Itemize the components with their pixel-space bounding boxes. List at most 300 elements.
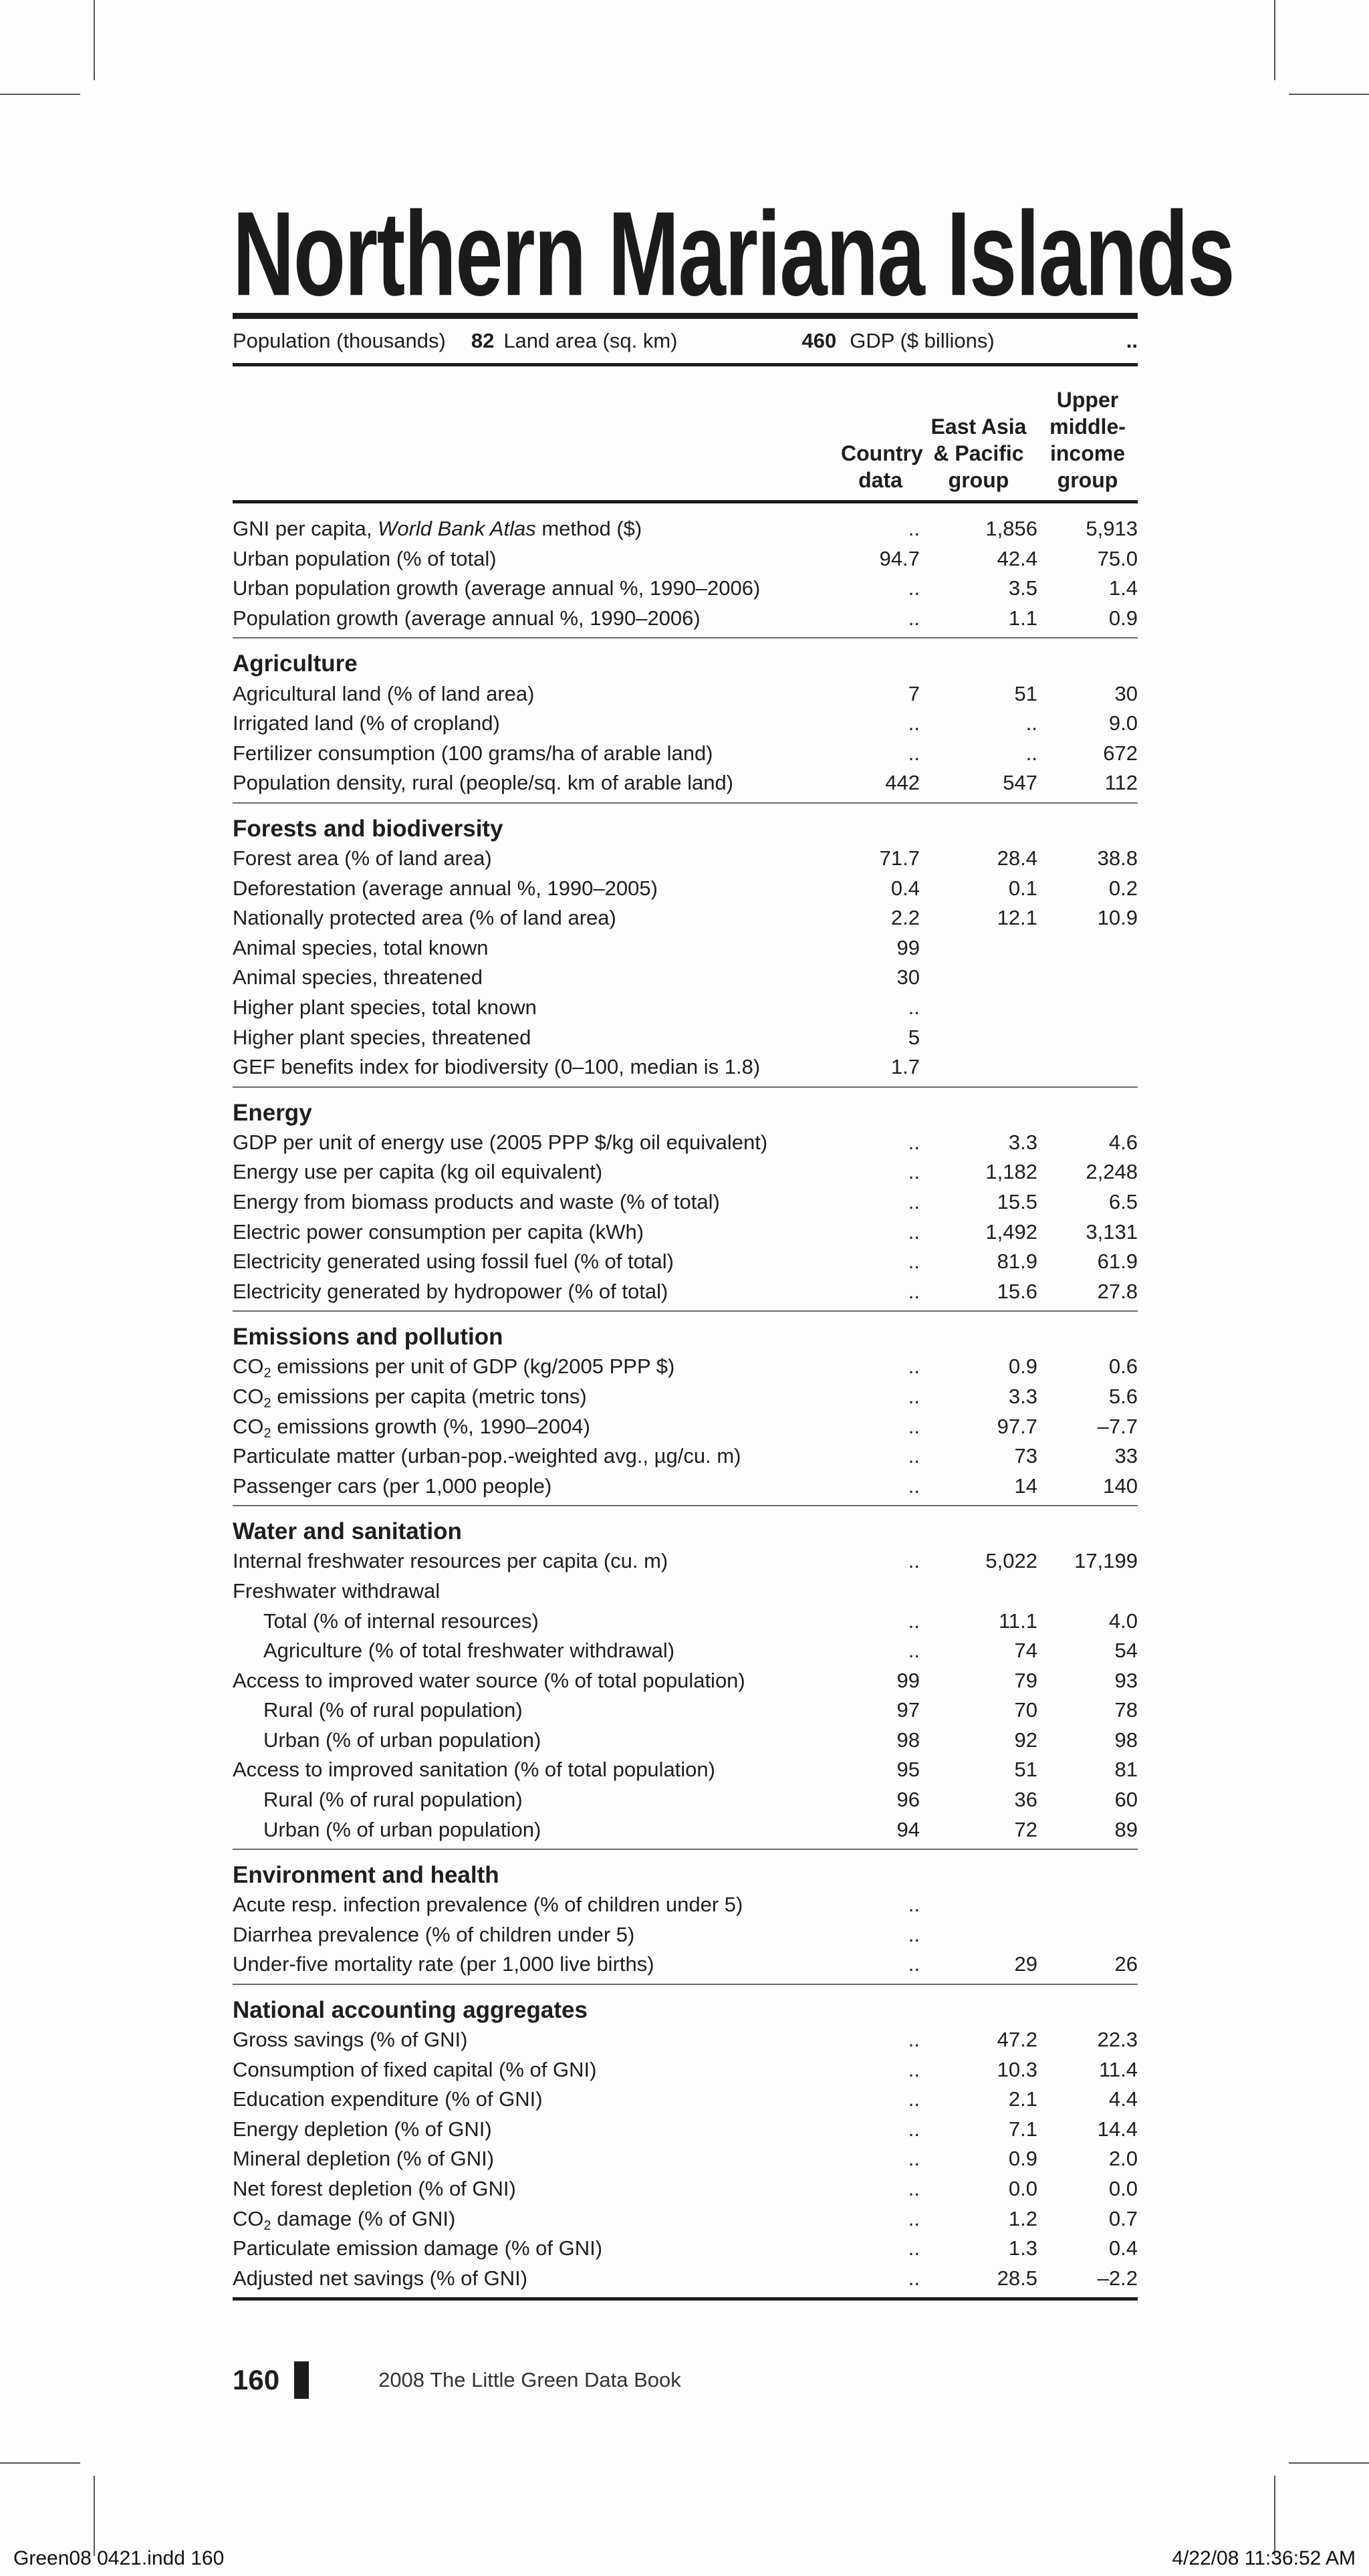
cell-upper-middle: 38.8 [1097,846,1138,870]
table-section [233,503,1138,637]
table-row [233,2055,1138,2085]
crop-mark [1289,2462,1369,2464]
row-label [233,1444,841,1468]
table-row [233,903,1138,933]
row-label-text: Electricity generated using fossil fuel (% of total) [233,1250,674,1274]
table-row [233,1471,1138,1501]
table-row [233,1920,1138,1950]
crop-mark [94,0,95,80]
cell-country: .. [908,741,920,765]
table-row [233,2234,1138,2264]
cell-country: .. [908,1474,920,1498]
row-label-text: Adjusted net savings (% of GNI) [233,2266,528,2290]
crop-mark [1274,2476,1275,2556]
table-row [233,1606,1138,1636]
table-row [233,2264,1138,2294]
cell-country: .. [908,2266,920,2290]
row-label-text: Rural (% of rural population) [263,1698,523,1722]
cell-country: .. [908,2236,920,2260]
population-value: 82 [471,329,495,352]
cell-country: .. [908,1130,920,1154]
cell-east-asia: 7.1 [1008,2117,1037,2141]
row-label-text: Animal species, total known [233,935,489,959]
cell-east-asia: 2.1 [1008,2087,1037,2111]
table-row [233,1217,1138,1247]
row-label-text: Energy from biomass products and waste (% of total) [233,1189,720,1213]
cell-country: .. [908,1250,920,1274]
table-row [233,514,1138,544]
cell-east-asia: 42.4 [997,546,1037,570]
table-row [233,1665,1138,1695]
table-section [233,1506,1138,1849]
cell-country: .. [908,2177,920,2201]
row-label [233,2058,841,2082]
cell-east-asia: 36 [1014,1788,1037,1812]
cell-east-asia: 29 [1014,1952,1037,1976]
section-title: Emissions and pollution [233,1324,503,1351]
cell-upper-middle: 112 [1104,771,1138,795]
table-row [233,1576,1138,1607]
row-label [233,1415,841,1439]
footer-bar [294,2361,309,2399]
table-row [233,544,1138,574]
column-header-line: group [1057,468,1118,492]
row-label [233,1385,841,1409]
table-row [233,993,1138,1023]
row-label-subscript: 2 [263,1425,271,1441]
gdp-value: .. [1126,329,1138,352]
cell-east-asia: 12.1 [997,906,1037,930]
row-label [233,1609,841,1633]
row-label-text: Irrigated land (% of cropland) [233,711,500,735]
row-label [233,936,841,960]
indicator-table [233,503,1138,2301]
row-label [233,771,841,795]
cell-country: .. [908,1189,920,1213]
row-label-subscript: 2 [263,2218,271,2233]
cell-east-asia: 70 [1014,1698,1037,1722]
row-label [233,1818,841,1842]
cell-country: .. [908,1639,920,1663]
section-title: Water and sanitation [233,1518,462,1545]
row-label [233,1055,841,1079]
table-row [233,2204,1138,2234]
cell-upper-middle: 26 [1114,1952,1138,1976]
cell-country: .. [908,1922,920,1946]
row-label [233,2177,841,2201]
table-row [233,2085,1138,2115]
row-label-text: emissions per capita (metric tons) [271,1384,587,1408]
cell-country: 95 [896,1758,920,1782]
cell-east-asia: .. [1025,711,1037,735]
cell-upper-middle: 89 [1114,1817,1138,1841]
row-label-prefix: CO [233,2206,264,2230]
row-label [233,1728,841,1752]
row-label-text: Mineral depletion (% of GNI) [233,2147,495,2171]
table-row [233,2025,1138,2055]
row-label-text: Net forest depletion (% of GNI) [233,2177,516,2201]
row-label-text: Under-five mortality rate (per 1,000 live births) [233,1952,654,1976]
table-row [233,1890,1138,1920]
row-label [233,1131,841,1155]
cell-east-asia: 15.6 [997,1279,1037,1303]
cell-country: .. [908,996,920,1020]
cell-east-asia: 72 [1014,1817,1037,1841]
cell-upper-middle: 4.4 [1108,2087,1138,2111]
row-label-text: Fertilizer consumption (100 grams/ha of arable land) [233,741,713,765]
row-label-text: Freshwater withdrawal [233,1578,441,1603]
table-row [233,963,1138,993]
cell-east-asia: 1,856 [985,517,1037,541]
cell-east-asia: 74 [1014,1639,1037,1663]
cell-country: .. [908,1384,920,1408]
cell-country: .. [908,2147,920,2171]
row-label-text: Population growth (average annual %, 1990–2006) [233,606,701,630]
row-label-text: Gross savings (% of GNI) [233,2028,468,2052]
section-title: Agriculture [233,651,358,677]
cell-upper-middle: 33 [1114,1444,1138,1468]
row-label-text: Energy use per capita (kg oil equivalent) [233,1160,603,1184]
table-row [233,1441,1138,1472]
crop-mark [1274,0,1275,80]
row-label [233,996,841,1020]
cell-east-asia: 73 [1014,1444,1037,1468]
page-number: 160 [233,2364,280,2395]
cell-upper-middle: 11.4 [1098,2057,1138,2081]
row-label [233,576,841,600]
row-label [233,2147,841,2171]
cell-country: .. [908,517,920,541]
cell-country: .. [908,711,920,735]
table-row [233,768,1138,798]
cell-upper-middle: 17,199 [1074,1549,1138,1573]
table-row [233,1695,1138,1726]
table-row [233,1022,1138,1052]
row-label [233,2028,841,2052]
table-row [233,1052,1138,1082]
footer-text: 2008 The Little Green Data Book [378,2368,681,2391]
row-label [233,2087,841,2111]
land-area-label: Land area (sq. km) [503,329,678,352]
population-label: Population (thousands) [233,329,446,352]
table-row [233,2144,1138,2174]
cell-upper-middle: 4.6 [1108,1130,1138,1154]
cell-upper-middle: 60 [1114,1788,1138,1812]
cell-country: 7 [908,681,920,705]
row-label [233,1190,841,1214]
column-header-line: group [948,468,1009,492]
cell-east-asia: 79 [1014,1668,1037,1692]
row-label-subscript: 2 [263,1366,271,1381]
cell-country: .. [908,1444,920,1468]
row-label-text: Rural (% of rural population) [263,1788,523,1812]
row-label-text: Access to improved water source (% of total population) [233,1668,745,1692]
cell-upper-middle: 9.0 [1108,711,1138,735]
cell-upper-middle: 81 [1114,1758,1138,1782]
crop-mark [0,94,80,95]
cell-country: .. [908,2057,920,2081]
row-label-text: Total (% of internal resources) [263,1609,539,1633]
cell-upper-middle: 54 [1114,1639,1138,1663]
cell-east-asia: 0.9 [1008,1355,1037,1379]
cell-country: 71.7 [879,846,920,870]
row-label-text: Population density, rural (people/sq. km of arable land) [233,771,734,795]
row-label [233,1160,841,1184]
cell-upper-middle: 27.8 [1097,1279,1138,1303]
row-label [233,1788,841,1812]
row-label-text: Agriculture (% of total freshwater withdrawal) [263,1639,675,1663]
row-label [233,846,841,870]
row-label [233,1952,841,1976]
cell-country: .. [908,1219,920,1244]
row-label-text: emissions growth (%, 1990–2004) [271,1414,590,1438]
cell-upper-middle: –2.2 [1097,2266,1138,2290]
section-title: National accounting aggregates [233,1996,588,2023]
column-header-line: data [858,468,902,492]
row-label [233,1355,841,1379]
table-row [233,1950,1138,1980]
cell-upper-middle: –7.7 [1097,1414,1138,1438]
cell-country: 0.4 [890,876,920,900]
column-header-east-asia [920,413,1037,493]
cell-upper-middle: 140 [1103,1474,1138,1498]
cell-east-asia: 51 [1014,1758,1037,1782]
cell-east-asia: 28.4 [997,846,1037,870]
table-row [233,1128,1138,1158]
row-label-subscript: 2 [263,1395,271,1411]
table-row [233,873,1138,903]
row-label-text: damage (% of GNI) [271,2206,456,2230]
cell-east-asia: 47.2 [997,2028,1037,2052]
row-label-text: Energy depletion (% of GNI) [233,2117,492,2141]
row-label-text: Access to improved sanitation (% of total population) [233,1758,715,1782]
table-row [233,709,1138,739]
row-label-text: Urban (% of urban population) [263,1728,541,1752]
table-row [233,574,1138,604]
cell-east-asia: .. [1025,741,1037,765]
cell-upper-middle: 2,248 [1086,1160,1138,1184]
row-label-text: Internal freshwater resources per capita (cu. m) [233,1549,668,1573]
table-row [233,1247,1138,1277]
row-label [233,876,841,901]
cell-upper-middle: 98 [1114,1728,1138,1752]
table-row [233,1187,1138,1217]
row-label-text: Nationally protected area (% of land area) [233,906,616,930]
row-label [233,965,841,989]
row-label [233,1280,841,1304]
row-label [233,1250,841,1274]
table-row [233,1382,1138,1412]
cell-east-asia: 0.0 [1008,2177,1037,2201]
column-headers [233,366,1138,500]
cell-country: 99 [896,935,920,959]
cell-country: .. [908,606,920,630]
row-label-text: Consumption of fixed capital (% of GNI) [233,2057,597,2081]
row-label-text: Electric power consumption per capita (kWh) [233,1219,644,1244]
column-header-line: Upper [1056,388,1119,412]
cell-east-asia: 5,022 [985,1549,1037,1573]
cell-east-asia: 547 [1003,771,1037,795]
cell-country: .. [908,2028,920,2052]
table-row [233,1546,1138,1576]
row-label-text: Higher plant species, threatened [233,1025,531,1049]
row-label [233,606,841,630]
cell-country: 99 [896,1668,920,1692]
table-row [233,679,1138,709]
cell-east-asia: 11.1 [998,1609,1037,1633]
row-label-text: Passenger cars (per 1,000 people) [233,1474,552,1498]
row-label [233,2236,841,2260]
gdp-label: GDP ($ billions) [850,329,995,352]
row-label-prefix: CO [233,1414,264,1438]
cell-upper-middle: 1.4 [1108,576,1138,600]
cell-country: 96 [896,1788,920,1812]
column-header-line: & Pacific [933,441,1024,465]
cell-country: .. [908,1414,920,1438]
row-label-text: emissions per unit of GDP (kg/2005 PPP $) [271,1355,675,1379]
table-row [233,844,1138,874]
row-label-prefix: CO [233,1355,264,1379]
table-row [233,1157,1138,1187]
row-label-text: Deforestation (average annual %, 1990–2005) [233,876,658,900]
cell-east-asia: 1,492 [985,1219,1037,1244]
row-label-text: Particulate matter (urban-pop.-weighted avg., µg/cu. m) [233,1444,741,1468]
cell-upper-middle: 0.7 [1108,2206,1138,2230]
cell-east-asia: 3.3 [1008,1130,1037,1154]
cell-country: .. [908,1952,920,1976]
row-label [233,711,841,735]
cell-upper-middle: 10.9 [1097,906,1138,930]
row-label [233,1639,841,1663]
row-label [233,1474,841,1498]
table-section [233,1985,1138,2297]
table-row [233,1785,1138,1815]
cell-country: .. [908,2087,920,2111]
row-label-text: Forest area (% of land area) [233,846,492,870]
cell-upper-middle: 78 [1114,1698,1138,1722]
cell-country: 1.7 [890,1055,920,1079]
table-row [233,1726,1138,1756]
row-label [233,682,841,706]
cell-country: .. [908,1160,920,1184]
cell-country: .. [908,1355,920,1379]
cell-upper-middle: 14.4 [1097,2117,1138,2141]
row-label-text: Acute resp. infection prevalence (% of children under 5) [233,1893,743,1917]
cell-upper-middle: 6.5 [1108,1189,1138,1213]
cell-east-asia: 81.9 [997,1250,1037,1274]
row-label-text: Diarrhea prevalence (% of children under 5) [233,1922,635,1946]
cell-east-asia: 51 [1014,681,1037,705]
row-label-text: Agricultural land (% of land area) [233,681,535,705]
section-title: Forests and biodiversity [233,815,503,842]
land-area-value: 460 [801,329,837,352]
crop-mark [1289,94,1369,95]
row-label [233,1923,841,1947]
cell-east-asia: 3.5 [1008,576,1037,600]
cell-upper-middle: 75.0 [1097,546,1138,570]
row-label [233,1549,841,1573]
cell-country: 5 [908,1025,920,1049]
page-footer [233,2360,681,2400]
row-label-text: GDP per unit of energy use (2005 PPP $/kg oil equivalent) [233,1130,768,1154]
cell-east-asia: 28.5 [997,2266,1037,2290]
section-title: Energy [233,1099,312,1126]
row-label-text: Particulate emission damage (% of GNI) [233,2236,603,2260]
row-label [233,1579,841,1603]
cell-country: 442 [885,771,920,795]
slug-file: Green08 0421.indd 160 [13,2547,225,2569]
column-header-line: middle- [1049,415,1126,439]
column-header-upper-middle [1037,386,1138,493]
cell-east-asia: 0.9 [1008,2147,1037,2171]
cell-country: .. [908,2206,920,2230]
cell-upper-middle: 0.6 [1108,1355,1138,1379]
cell-east-asia: 0.1 [1008,876,1037,900]
cell-east-asia: 92 [1014,1728,1037,1752]
cell-country: .. [908,1549,920,1573]
row-label [233,2207,841,2231]
cell-upper-middle: 0.0 [1108,2177,1138,2201]
row-label [233,1698,841,1722]
row-label [233,1758,841,1782]
cell-country: 2.2 [890,906,920,930]
cell-country: .. [908,1893,920,1917]
cell-country: .. [908,1279,920,1303]
cell-country: 97 [896,1698,920,1722]
table-row [233,1411,1138,1441]
table-row [233,1755,1138,1785]
cell-east-asia: 15.5 [997,1189,1037,1213]
table-section [233,638,1138,802]
cell-country: .. [908,2117,920,2141]
table-row [233,1814,1138,1845]
row-label-text: Urban population (% of total) [233,546,497,570]
cell-upper-middle: 0.9 [1108,606,1138,630]
table-row [233,2174,1138,2204]
column-header-line: Country [841,441,923,465]
row-label [233,1669,841,1693]
cell-east-asia: 97.7 [997,1414,1037,1438]
row-label [233,906,841,930]
column-header-line: East Asia [930,415,1027,439]
table-section [233,1850,1138,1984]
table-row [233,933,1138,963]
row-label [233,547,841,571]
row-label-text: GNI per capita, World Bank Atlas method ($) [233,517,642,541]
row-label-text: Urban (% of urban population) [263,1817,541,1841]
table-row [233,739,1138,769]
row-label [233,2117,841,2141]
column-header-country [841,440,923,493]
table-section [233,804,1138,1086]
cell-country: 30 [896,965,920,989]
table-row [233,1636,1138,1666]
table-section [233,1312,1138,1505]
cell-upper-middle: 30 [1114,681,1138,705]
data-sheet [233,186,1234,2301]
cell-upper-middle: 3,131 [1086,1219,1138,1244]
cell-upper-middle: 5.6 [1108,1384,1138,1408]
cell-east-asia: 3.3 [1008,1384,1037,1408]
cell-country: .. [908,1609,920,1633]
cell-upper-middle: 0.2 [1108,876,1138,900]
row-label [233,1026,841,1050]
crop-mark [0,2462,80,2464]
cell-upper-middle: 672 [1103,741,1138,765]
table-section [233,1088,1138,1311]
row-label [233,1893,841,1917]
cell-upper-middle: 2.0 [1108,2147,1138,2171]
